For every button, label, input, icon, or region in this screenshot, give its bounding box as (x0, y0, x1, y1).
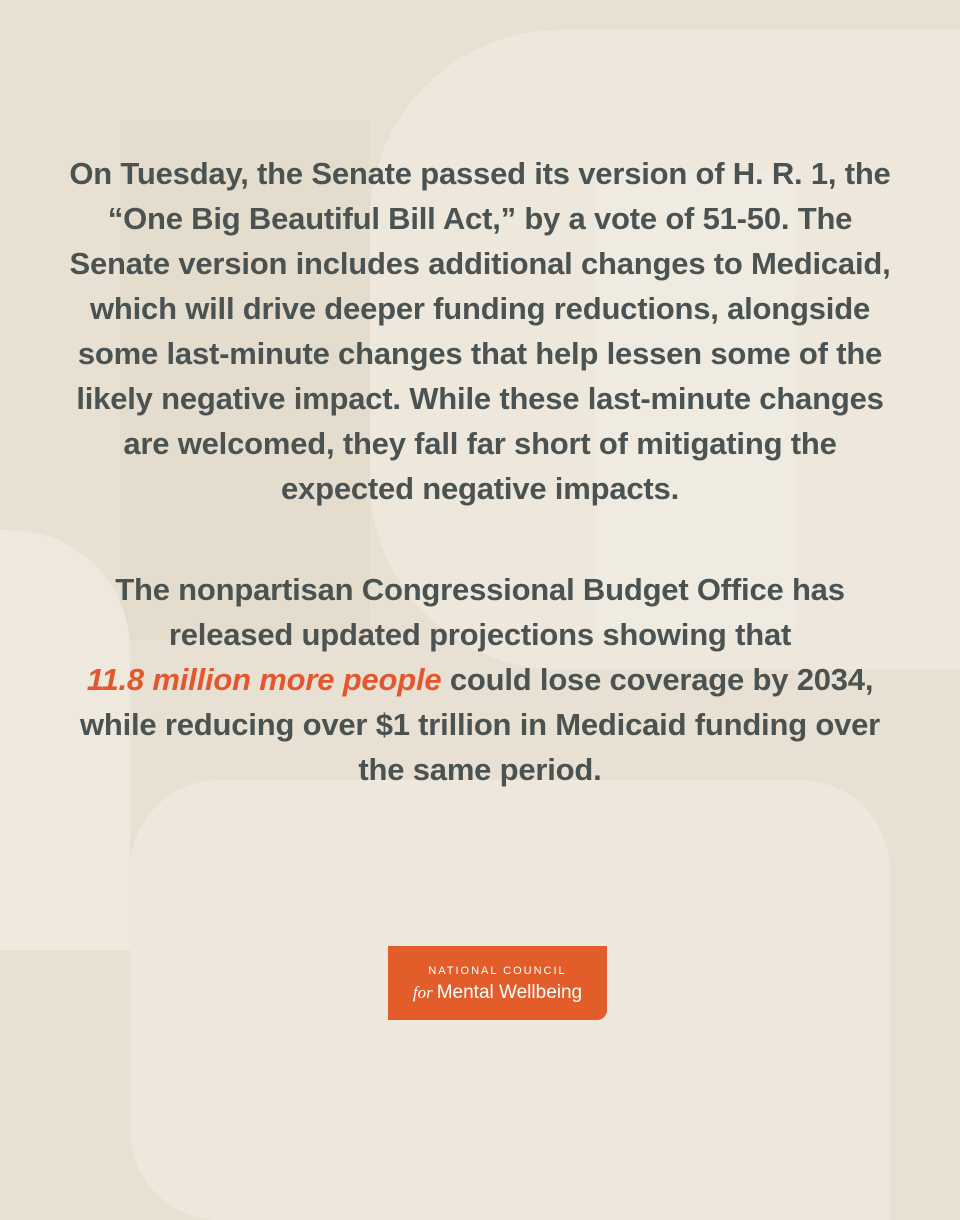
logo-organization-line: NATIONAL COUNCIL (428, 965, 567, 977)
logo-tagline (388, 981, 607, 1005)
cbo-paragraph (60, 567, 900, 792)
national-council-logo (388, 946, 607, 1020)
intro-paragraph: On Tuesday, the Senate passed its version of H. R. 1, the “One Big Beautiful Bill Act,” by a vote of 51-50. The Senate version includes additional changes to Medicaid, which will drive deeper funding reductions, alongside some last-minute changes that help lessen some of the likely negative impact. While these last-minute changes are welcomed, they fall far short of mitigating the expected negative impacts. (69, 156, 891, 506)
highlight-statistic: 11.8 million more people (86, 662, 442, 697)
logo-mental-wellbeing: Mental Wellbeing (436, 982, 583, 1003)
cbo-text-after: could lose coverage by 2034, while reducing over $1 trillion in Medicaid funding over the same period. (79, 662, 881, 787)
cbo-text-before: The nonpartisan Congressional Budget Office has released updated projections showing that (115, 572, 845, 652)
logo-for-text: for (412, 983, 433, 1002)
